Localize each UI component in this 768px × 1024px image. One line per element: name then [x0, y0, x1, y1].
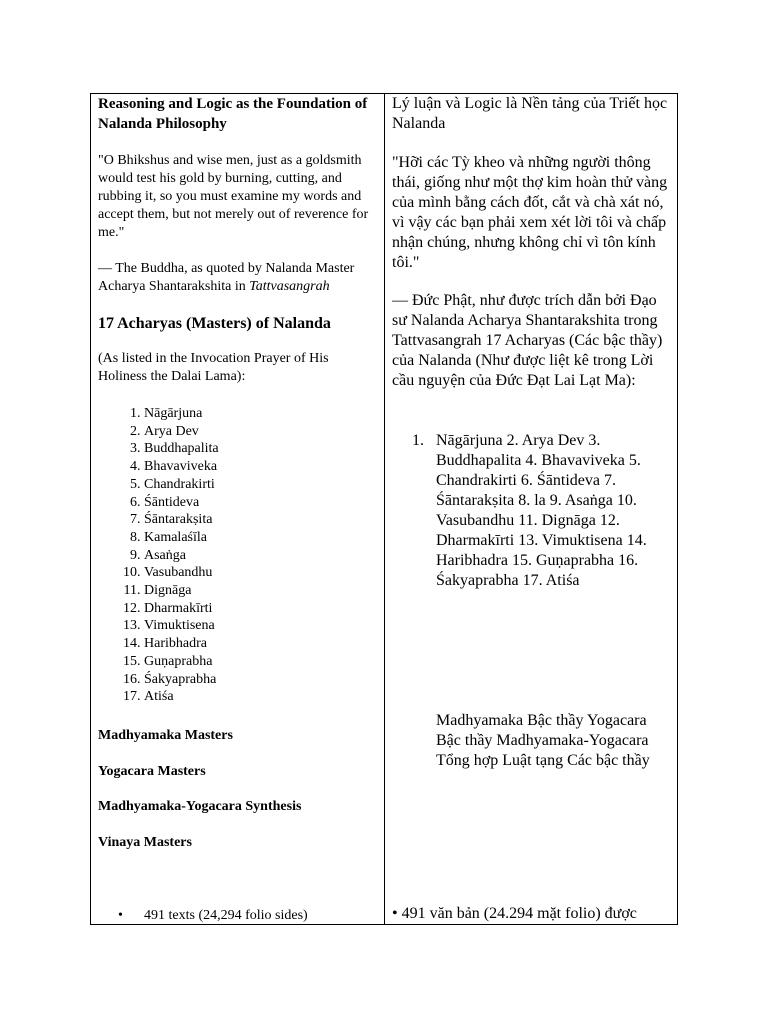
bilingual-table [90, 93, 678, 925]
list-item: 13. Vimuktisena [144, 617, 219, 635]
group-yogacara: Yogacara Masters [98, 764, 206, 779]
list-item: 11. Dignāga [144, 582, 219, 600]
list-item: 9. Asaṅga [144, 547, 219, 565]
list-item: 6. Śāntideva [144, 494, 219, 512]
list-item: 7. Śāntarakṣita [144, 511, 219, 529]
bullet-text: 491 texts (24,294 folio sides) [144, 908, 308, 923]
attribution-text: — The Buddha, as quoted by Nalanda Master Acharya Shantarakshita in [98, 261, 355, 294]
group-madhyamaka: Madhyamaka Masters [98, 728, 233, 743]
list-item: 3. Buddhapalita [144, 440, 219, 458]
list-item: 17. Atiśa [144, 688, 219, 706]
list-item: 2. Arya Dev [144, 423, 219, 441]
column-divider [384, 94, 385, 924]
list-item: 16. Śakyaprabha [144, 671, 219, 689]
attribution-source: Tattvasangrah [249, 279, 330, 294]
english-attribution [98, 260, 381, 296]
list-item: 4. Bhavaviveka [144, 458, 219, 476]
listed-note: (As listed in the Invocation Prayer of His Holiness the Dalai Lama): [98, 351, 329, 384]
list-item: 1. Nāgārjuna [144, 405, 219, 423]
list-item: 5. Chandrakirti [144, 476, 219, 494]
bullet-dot: • [118, 908, 123, 923]
list-number: 1. [412, 432, 424, 449]
group-synthesis: Madhyamaka-Yogacara Synthesis [98, 799, 302, 814]
english-column [98, 94, 381, 924]
masters-inline: Nāgārjuna 2. Arya Dev 3. Buddhapalita 4. Bhavaviveka 5. Chandrakirti 6. Śāntideva 7. Śāntarakṣita 8. la 9. Asaṅga 10. Vasubandhu 11. Dignāga 12. Dharmakīrti 13. Vimuktisena 14. Haribhadra 15. Guṇaprabha 16. Śakyaprabha 17. Atiśa [436, 432, 647, 589]
vietnamese-masters-list [412, 431, 674, 591]
vietnamese-title: Lý luận và Logic là Nền tảng của Triết học Nalanda [392, 95, 668, 132]
vietnamese-bullet: • 491 văn bản (24.294 mặt folio) được [392, 905, 637, 922]
list-item: 12. Dharmakīrti [144, 600, 219, 618]
masters-list [98, 405, 219, 706]
list-item: 10. Vasubandhu [144, 564, 219, 582]
vietnamese-attribution: — Đức Phật, như được trích dẫn bởi Đạo sư Nalanda Acharya Shantarakshita trong Tattvasangrah 17 Acharyas (Các bậc thầy) của Nalanda (Như được liệt kê trong Lời cầu nguyện của Đức Đạt Lai Lạt Ma): [392, 292, 663, 389]
english-title: Reasoning and Logic as the Foundation of Nalanda Philosophy [98, 96, 368, 132]
list-item: 14. Haribhadra [144, 635, 219, 653]
vietnamese-quote: "Hỡi các Tỳ kheo và những người thông thái, giống như một thợ kim hoàn thử vàng của mình bằng cách đốt, cắt và chà xát nó, vì vậy các bạn phải xem xét lời tôi và chấp nhận chúng, nhưng không chỉ vì tôn kính tôi." [392, 154, 668, 271]
vietnamese-column [392, 94, 674, 924]
acharyas-heading: 17 Acharyas (Masters) of Nalanda [98, 315, 331, 332]
vietnamese-groups: Madhyamaka Bậc thầy Yogacara Bậc thầy Madhyamaka-Yogacara Tổng hợp Luật tạng Các bậc thầy [436, 712, 650, 769]
list-item: 15. Guṇaprabha [144, 653, 219, 671]
list-item: 8. Kamalaśīla [144, 529, 219, 547]
group-vinaya: Vinaya Masters [98, 835, 192, 850]
english-quote: "O Bhikshus and wise men, just as a goldsmith would test his gold by burning, cutting, and rubbing it, so you must examine my words and accept them, but not merely out of reverence for me." [98, 153, 369, 240]
